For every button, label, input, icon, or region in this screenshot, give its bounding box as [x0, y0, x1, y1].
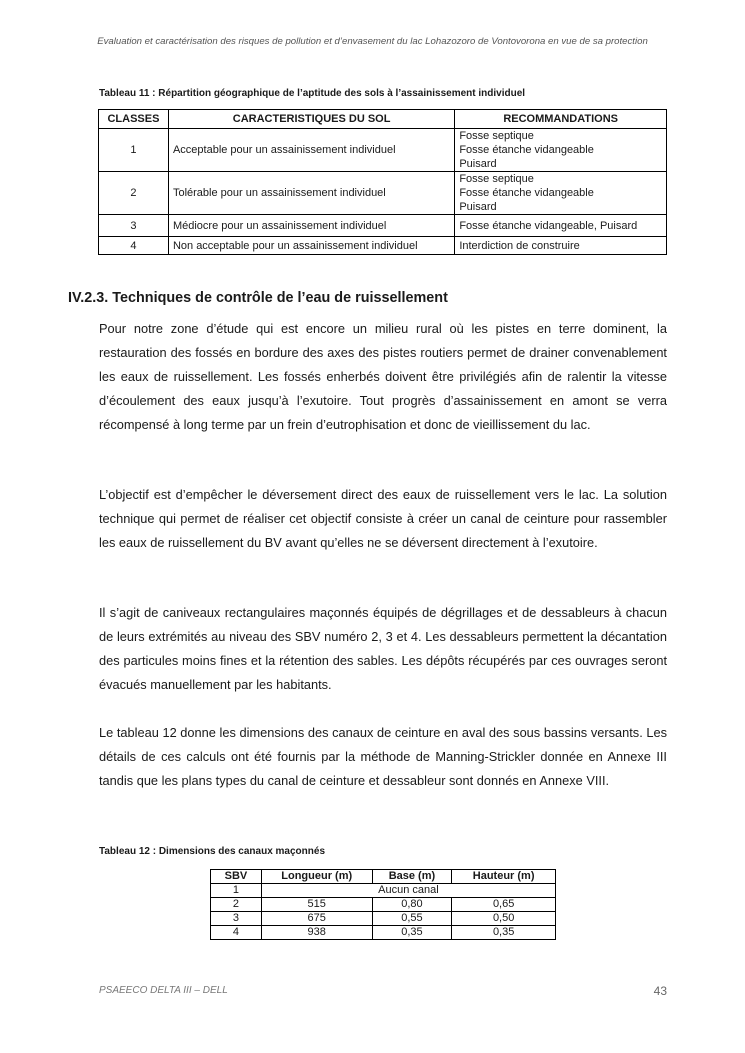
soil-characteristic-cell: Tolérable pour un assainissement individuel [168, 172, 454, 215]
class-cell: 4 [99, 237, 169, 255]
base-cell: 0,80 [372, 898, 452, 912]
column-header-classes: CLASSES [99, 110, 169, 129]
recommendation-line: Fosse étanche vidangeable [459, 144, 594, 156]
paragraph: L’objectif est d’empêcher le déversement direct des eaux de ruissellement vers le lac. La solution technique qui permet de réaliser cet objectif consiste à créer un canal de ceinture pour rassembler les eaux de ruissellement du BV avant qu’elles ne se déversent directement à l’exutoire. [99, 487, 667, 550]
recommendation-line: Fosse septique [459, 130, 534, 142]
recommendation-cell: Fosse étanche vidangeable, Puisard [455, 215, 667, 237]
hauteur-cell: 0,50 [452, 912, 556, 926]
paragraph: Il s’agit de caniveaux rectangulaires maçonnés équipés de dégrillages et de dessableurs à chacun de leurs extrémités au niveau des SBV numéro 2, 3 et 4. Les dessableurs permettent la décantation des particules moins fines et la rétention des sables. Les dépôts récupérés par ces ouvrages seront évacués manuellement par les habitants. [99, 605, 667, 692]
sbv-cell: 2 [211, 898, 262, 912]
table-12 [210, 869, 556, 940]
sbv-cell: 3 [211, 912, 262, 926]
running-header: Evaluation et caractérisation des risques de pollution et d’envasement du lac Lohazozoro de Vontovorona en vue de sa protection [97, 36, 648, 47]
table-row [99, 237, 667, 255]
column-header-hauteur: Hauteur (m) [452, 870, 556, 884]
longueur-cell: 675 [261, 912, 372, 926]
paragraph: Le tableau 12 donne les dimensions des canaux de ceinture en aval des sous bassins versants. Les détails de ces calculs ont été fournis par la méthode de Manning-Strickler donnée en Annexe III tandis que les plans types du canal de ceinture et dessableur sont donnés en Annexe VIII. [99, 725, 667, 788]
class-cell: 1 [99, 129, 169, 172]
longueur-cell: 938 [261, 926, 372, 940]
hauteur-cell: 0,35 [452, 926, 556, 940]
table-row [99, 172, 667, 215]
soil-characteristic-cell: Non acceptable pour un assainissement individuel [168, 237, 454, 255]
class-cell: 3 [99, 215, 169, 237]
section-title: IV.2.3. Techniques de contrôle de l’eau de ruissellement [68, 290, 448, 306]
table-row [211, 912, 556, 926]
footer-label: PSAEECO DELTA III – DELL [99, 985, 228, 996]
longueur-cell: 515 [261, 898, 372, 912]
no-canal-cell: Aucun canal [261, 884, 555, 898]
recommendation-cell [455, 172, 667, 215]
paragraph: Pour notre zone d’étude qui est encore un milieu rural où les pistes en terre dominent, la restauration des fossés en bordure des axes des pistes routiers permet de drainer convenablement les eaux de ruissellement. Les fossés enherbés doivent être privilégiés afin de ralentir la vitesse d’écoulement des eaux jusqu’à l’exutoire. Tout progrès d’assainissement en amont se verra récompensé à long terme par un frein d’eutrophisation et donc de vieillissement du lac. [99, 321, 667, 432]
recommendation-cell [455, 129, 667, 172]
table-11-header-row [99, 110, 667, 129]
class-cell: 2 [99, 172, 169, 215]
soil-characteristic-cell: Acceptable pour un assainissement individuel [168, 129, 454, 172]
table-row [99, 215, 667, 237]
column-header-caracteristiques: CARACTERISTIQUES DU SOL [168, 110, 454, 129]
table-12-caption: Tableau 12 : Dimensions des canaux maçonnés [99, 846, 326, 857]
column-header-sbv: SBV [211, 870, 262, 884]
soil-characteristic-cell: Médiocre pour un assainissement individuel [168, 215, 454, 237]
recommendation-line: Puisard [459, 201, 497, 213]
sbv-cell: 4 [211, 926, 262, 940]
page-number: 43 [653, 984, 667, 998]
table-row [211, 898, 556, 912]
table-row [211, 926, 556, 940]
base-cell: 0,55 [372, 912, 452, 926]
hauteur-cell: 0,65 [452, 898, 556, 912]
column-header-longueur: Longueur (m) [261, 870, 372, 884]
column-header-recommandations: RECOMMANDATIONS [455, 110, 667, 129]
table-row [99, 129, 667, 172]
sbv-cell: 1 [211, 884, 262, 898]
recommendation-cell: Interdiction de construire [455, 237, 667, 255]
recommendation-line: Fosse étanche vidangeable [459, 187, 594, 199]
recommendation-line: Puisard [459, 158, 497, 170]
recommendation-line: Fosse septique [459, 173, 534, 185]
table-11-caption: Tableau 11 : Répartition géographique de l’aptitude des sols à l’assainissement individuel [99, 88, 526, 99]
column-header-base: Base (m) [372, 870, 452, 884]
table-12-header-row [211, 870, 556, 884]
table-11 [98, 109, 667, 255]
table-row [211, 884, 556, 898]
base-cell: 0,35 [372, 926, 452, 940]
